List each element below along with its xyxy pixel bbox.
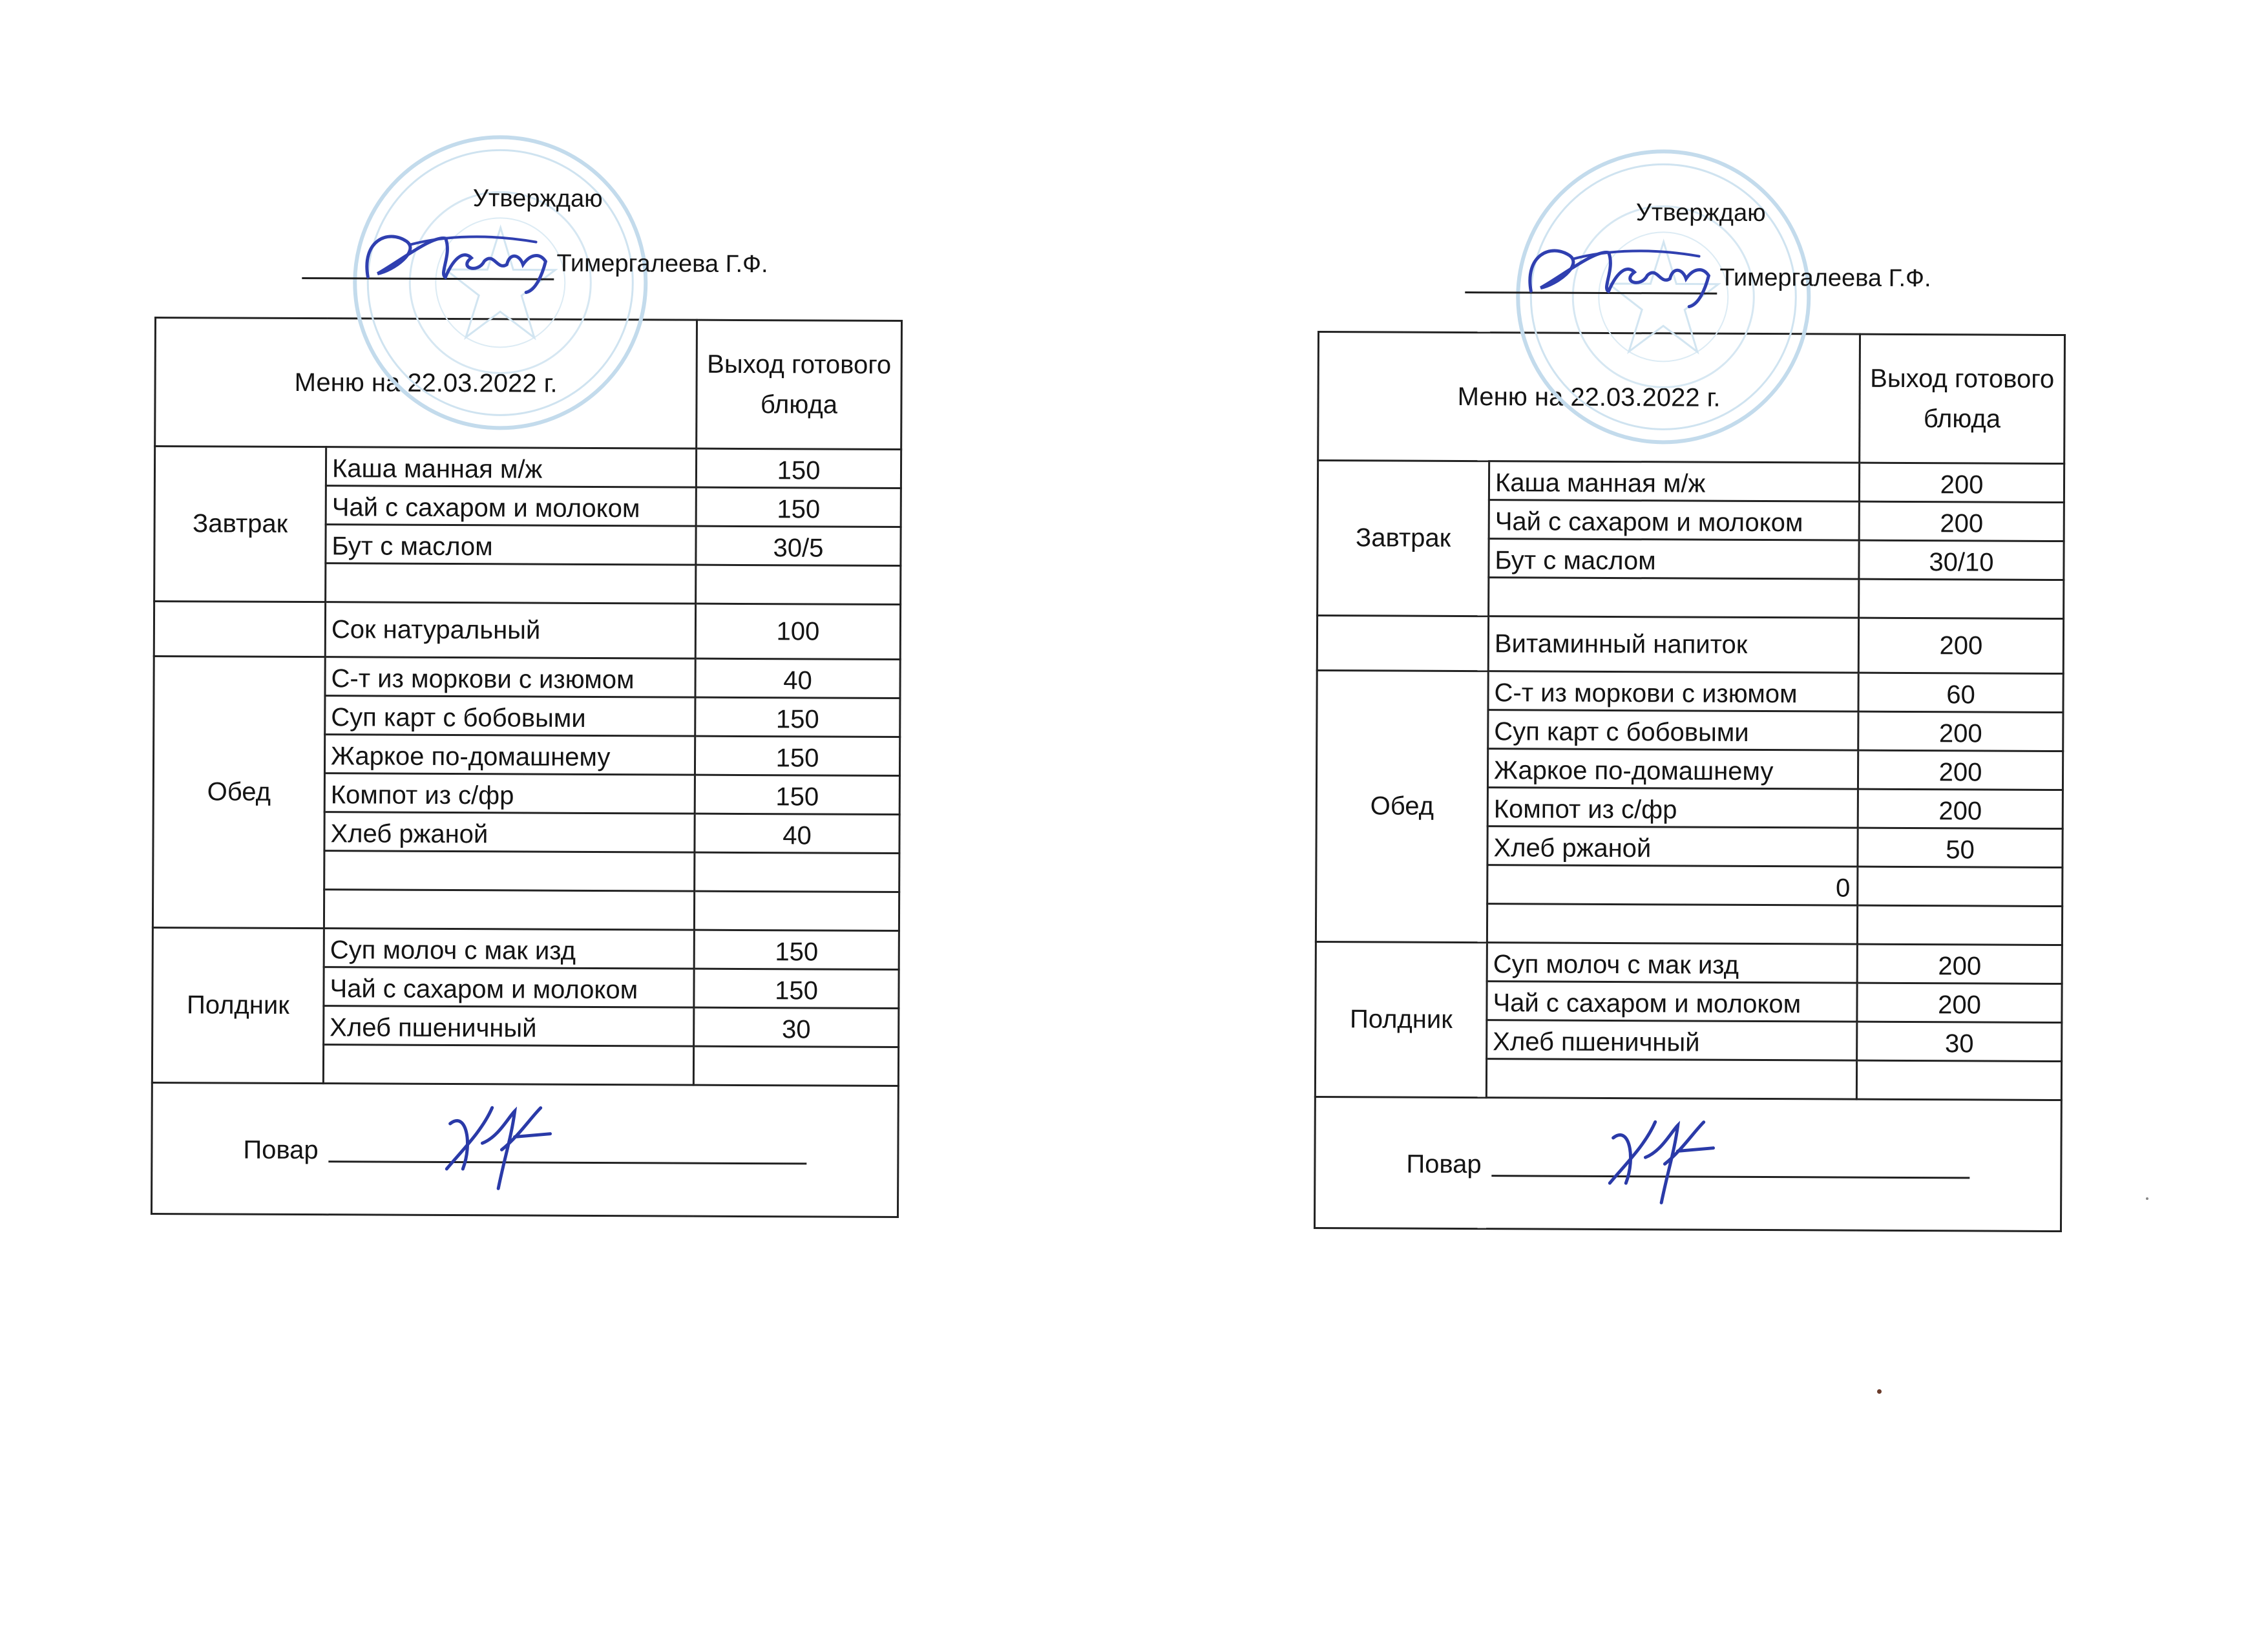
- dish-output: [696, 565, 901, 604]
- dish-output: 200: [1858, 789, 2063, 828]
- menu-table: [1314, 331, 2066, 1232]
- dish-name: Хлеб ржаной: [1487, 826, 1858, 867]
- dish-output: 100: [695, 604, 900, 659]
- dish-output: [695, 852, 899, 892]
- cook-label: Повар: [1406, 1150, 1482, 1179]
- dish-name: Бут с маслом: [1489, 539, 1859, 579]
- cook-signature-line: [1491, 1175, 1969, 1179]
- menu-row: [152, 927, 899, 969]
- dish-name: Бут с маслом: [326, 525, 696, 565]
- cook-cell: [151, 1082, 898, 1217]
- dish-output: 150: [694, 930, 899, 969]
- dish-output: 30: [694, 1007, 899, 1047]
- dish-name: Чай с сахаром и молоком: [1487, 982, 1857, 1022]
- meal-label-poldnik: Полдник: [152, 927, 324, 1083]
- menu-row: [1316, 941, 2062, 983]
- meal-label-obed: Обед: [152, 656, 325, 928]
- dish-output: 200: [1858, 711, 2063, 751]
- menu-row: [1317, 670, 2063, 712]
- menu-row: [1317, 616, 2063, 674]
- cook-label: Повар: [243, 1135, 319, 1165]
- meal-label-snack: [1317, 616, 1488, 671]
- paper-speck: [1877, 1389, 1882, 1394]
- cook-signature-row: [151, 1082, 898, 1217]
- dish-name: Каша манная м/ж: [326, 447, 696, 487]
- menu-row: [154, 446, 901, 488]
- dish-name: С-т из моркови с изюмом: [325, 657, 695, 697]
- menu-sheet-age-3-7: [1314, 189, 2068, 1232]
- dish-name: Жаркое по-домашнему: [324, 735, 695, 775]
- dish-name: [324, 890, 694, 930]
- output-column-header: Выход готового блюда: [1860, 334, 2065, 463]
- menu-table: [151, 317, 903, 1218]
- menu-date-title: Меню на 22.03.2022 г.: [1318, 332, 1860, 463]
- dish-name: Витаминный напиток: [1488, 616, 1858, 673]
- dish-output: 50: [1858, 828, 2063, 867]
- dish-output: [1858, 867, 2063, 906]
- cook-signature-line: [328, 1161, 806, 1164]
- menu-row: [154, 602, 900, 660]
- output-column-header: Выход готового блюда: [697, 320, 902, 449]
- dish-output: 150: [695, 775, 899, 814]
- dish-name: [1486, 1059, 1856, 1099]
- dish-name: [326, 563, 696, 604]
- dish-name: Каша манная м/ж: [1489, 461, 1859, 501]
- dish-output: 200: [1857, 983, 2062, 1022]
- dish-output: 150: [696, 487, 901, 527]
- dish-name: Сок натуральный: [325, 602, 695, 658]
- dish-name: Суп молоч с мак изд: [324, 929, 694, 969]
- menu-sheet-age-1-3: [151, 174, 905, 1218]
- dish-name: Компот из с/фр: [1487, 788, 1858, 828]
- dish-output: [1857, 905, 2062, 945]
- director-name: Тимергалеева Г.Ф.: [556, 249, 768, 278]
- meal-label-zavtrak: Завтрак: [154, 446, 326, 602]
- dish-output: 200: [1859, 463, 2064, 502]
- dish-name: Чай с сахаром и молоком: [324, 967, 694, 1007]
- dish-output: [694, 891, 899, 930]
- dish-name: Компот из с/фр: [324, 773, 695, 814]
- approval-block: [154, 174, 905, 320]
- dish-output: 200: [1858, 750, 2063, 790]
- dish-name: Суп карт с бобовыми: [325, 696, 695, 736]
- meal-label-poldnik: Полдник: [1315, 941, 1487, 1097]
- dish-name: 0: [1487, 865, 1858, 905]
- dish-name: Суп молоч с мак изд: [1487, 943, 1857, 983]
- director-signature-icon: [348, 215, 562, 300]
- approval-title: Утверждаю: [472, 185, 603, 213]
- dish-output: 150: [696, 448, 901, 488]
- menu-date-title: Меню на 22.03.2022 г.: [155, 318, 697, 449]
- dish-name: Жаркое по-домашнему: [1487, 749, 1858, 789]
- dish-name: [1489, 578, 1859, 618]
- meal-label-obed: Обед: [1316, 670, 1488, 942]
- cook-signature-icon: [1600, 1112, 1723, 1210]
- dish-name: [323, 1045, 693, 1085]
- cook-cell: [1314, 1097, 2061, 1231]
- dish-output: 200: [1859, 501, 2064, 541]
- dish-output: 150: [694, 969, 899, 1008]
- dish-output: 200: [1857, 944, 2062, 983]
- dish-output: 30: [1857, 1022, 2062, 1061]
- dish-name: Хлеб пшеничный: [1487, 1020, 1857, 1060]
- dish-output: 200: [1858, 618, 2063, 673]
- dish-output: [1856, 1060, 2061, 1100]
- dish-output: 40: [695, 814, 899, 853]
- dish-output: 150: [695, 697, 900, 737]
- dish-name: Хлеб ржаной: [324, 812, 695, 852]
- menu-row: [154, 656, 900, 698]
- dish-name: Чай с сахаром и молоком: [1489, 500, 1859, 540]
- dish-name: Суп карт с бобовыми: [1488, 710, 1858, 750]
- dish-name: Хлеб пшеничный: [324, 1006, 694, 1046]
- approval-title: Утверждаю: [1635, 199, 1766, 227]
- approval-block: [1318, 189, 2068, 334]
- dish-output: 60: [1858, 673, 2063, 712]
- director-signature-icon: [1511, 229, 1725, 314]
- dish-name: [324, 851, 695, 891]
- dish-output: 30/5: [696, 526, 901, 565]
- cook-signature-row: [1314, 1097, 2061, 1231]
- dish-name: [1487, 904, 1857, 944]
- dish-name: Чай с сахаром и молоком: [326, 486, 696, 526]
- dish-output: 40: [695, 658, 900, 698]
- meal-label-snack: [154, 602, 325, 657]
- director-name: Тимергалеева Г.Ф.: [1719, 264, 1931, 293]
- dish-output: 30/10: [1859, 540, 2064, 580]
- meal-label-zavtrak: Завтрак: [1318, 461, 1489, 616]
- dish-name: С-т из моркови с изюмом: [1488, 671, 1858, 711]
- menu-row: [1318, 461, 2064, 503]
- dish-output: 150: [695, 736, 899, 775]
- dish-output: [693, 1046, 898, 1086]
- cook-signature-icon: [437, 1098, 560, 1195]
- paper-speck: [2146, 1197, 2148, 1200]
- dish-output: [1859, 579, 2064, 618]
